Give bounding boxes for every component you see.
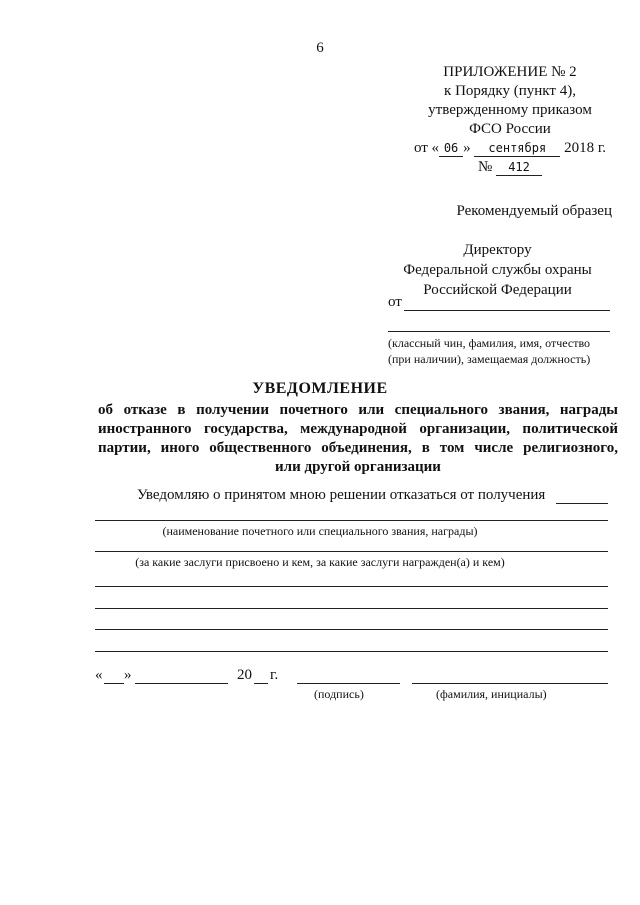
appendix-line-2: утвержденному приказом: [428, 102, 592, 118]
blank-line-3: [95, 629, 608, 630]
date-month: сентября: [474, 139, 560, 158]
number-prefix: №: [477, 159, 493, 175]
appendix-title: ПРИЛОЖЕНИЕ № 2: [443, 64, 577, 80]
appendix-date: [400, 139, 620, 158]
sender-caption-2: (при наличии), замещаемая должность): [388, 352, 591, 366]
recommended-sample-label: Рекомендуемый образец: [456, 203, 612, 219]
subject-line-1: об отказе в получении почетного или специального звания, награды: [98, 402, 618, 418]
sender-caption-1: (классный чин, фамилия, имя, отчество: [388, 336, 591, 350]
blank-line-1: [95, 586, 608, 587]
blank-line-2: [95, 608, 608, 609]
addressee-line-2: Федеральной службы охраны: [403, 262, 592, 278]
appendix-number: [400, 158, 620, 177]
addressee-line-3: Российской Федерации: [423, 282, 572, 298]
appendix-line-1: к Порядку (пункт 4),: [444, 83, 576, 99]
from-label: от: [388, 294, 402, 310]
merits-line: [95, 551, 608, 552]
page-number: 6: [316, 40, 324, 56]
number-value: 412: [496, 158, 542, 177]
award-title-caption: (наименование почетного или специального звания, награды): [162, 524, 478, 538]
statement-fill-line: [556, 503, 608, 504]
name-line: [412, 683, 608, 684]
sign-month-line: [135, 683, 228, 684]
from-fill-line-2: [388, 331, 610, 332]
sign-year-line: [254, 683, 268, 684]
date-year: 2018 г.: [564, 140, 607, 156]
appendix-header: [400, 63, 620, 177]
addressee-block: [380, 240, 615, 300]
sign-year-prefix: 20: [237, 667, 252, 683]
notice-subject: [98, 401, 618, 477]
award-title-line: [95, 520, 608, 521]
date-mid: »: [463, 140, 471, 156]
sign-year-suffix: г.: [270, 667, 279, 683]
subject-line-2: иностранного государства, международной организации, политической: [98, 421, 618, 437]
appendix-line-3: ФСО России: [469, 121, 551, 137]
notice-title: УВЕДОМЛЕНИЕ: [252, 380, 388, 397]
date-quote-open: «: [95, 667, 103, 683]
date-quote-close: »: [124, 667, 132, 683]
date-prefix: от «: [413, 140, 440, 156]
merits-caption: (за какие заслуги присвоено и кем, за какие заслуги награжден(а) и кем): [135, 555, 505, 569]
from-fill-line: [404, 310, 610, 311]
refusal-statement: Уведомляю о принятом мною решении отказаться от получения: [137, 487, 546, 503]
signature-caption: (подпись): [314, 687, 364, 701]
subject-line-4: или другой организации: [275, 459, 441, 475]
signature-line: [297, 683, 400, 684]
sign-day-line: [104, 683, 124, 684]
date-day: 06: [439, 139, 463, 158]
addressee-line-1: Директору: [463, 242, 532, 258]
subject-line-3: партии, иного общественного объединения, в том числе религиозного,: [98, 440, 618, 456]
blank-line-4: [95, 651, 608, 652]
name-caption: (фамилия, инициалы): [436, 687, 547, 701]
